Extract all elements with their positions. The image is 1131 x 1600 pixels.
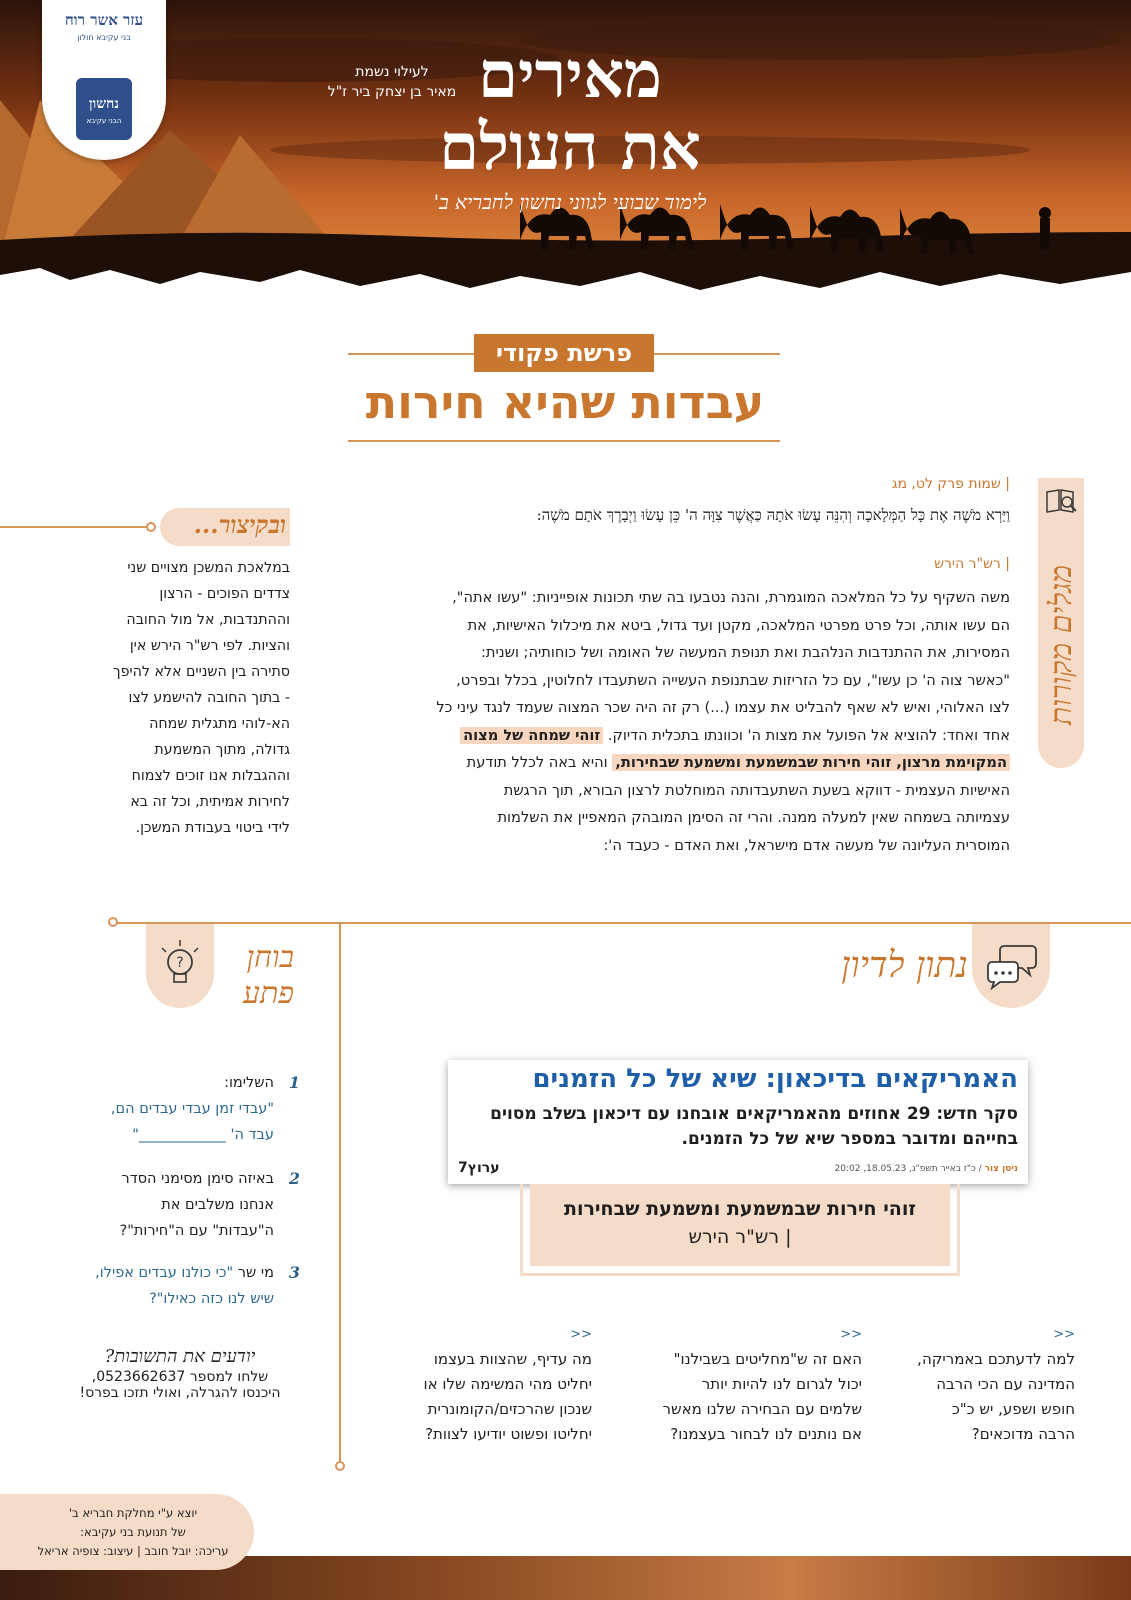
- source2-ref: | רש"ר הירש: [934, 556, 1010, 572]
- summary-text: [84, 555, 290, 841]
- logo-badge: [42, 0, 166, 160]
- title-line-2: את העולם: [439, 110, 701, 185]
- quote-text: זוהי חירות שבמשמעת ומשמעת שבחירות: [563, 1198, 916, 1220]
- arrow-icon: >>: [570, 1327, 592, 1342]
- source2-line: משה השקיף על כל המלאכה המוגמרת, והנה נטבעו בה שתי תכונות אופייניות: "עשו אתה",: [452, 589, 1010, 606]
- summary-line: הא-לוהי מתגלית שמחה: [149, 716, 290, 732]
- article-byline: ניסן צור / כ"ז באייר תשפ"ג, 18.05.23, 20:02: [834, 1164, 1018, 1174]
- summary-line: במלאכת המשכן מצויים שני: [127, 560, 290, 576]
- question-line: יחליטו ופשוט יודיעו לצוות?: [425, 1425, 592, 1443]
- summary-line: - בתוך החובה להישמע לצו: [128, 690, 290, 706]
- question-line: שנכון שהרכזים/הקומונרית: [427, 1400, 592, 1418]
- answers-block: [60, 1346, 300, 1401]
- answers-line: היכנסו להגרלה, ואולי תזכו בפרס!: [79, 1385, 281, 1401]
- question-line: חופש ושפע, יש כ"כ: [951, 1400, 1075, 1418]
- article-author: ניסן צור: [984, 1164, 1018, 1174]
- source2-line: עצמיותה בשמחה שאין למעלה ממנה. והרי זה הסימן המובהק המאפיין את השלמות: [497, 809, 1010, 826]
- discussion-question: [885, 1322, 1075, 1447]
- source2-line: המסירות, את ההתנדבות הנלהבת ואת תנופת המעשה של האומה ושל כוחותיה; ושנית:: [480, 644, 1010, 661]
- ezer-asher-ruach-logo: [56, 12, 152, 72]
- question-line: מה עדיף, שהצוות בעצמו: [433, 1350, 592, 1368]
- question-line: שלמים עם הבחירה שלנו מאשר: [662, 1400, 862, 1418]
- book-search-icon: [1044, 486, 1078, 514]
- quiz-heading-line: פתע: [243, 976, 294, 1011]
- credits-line: יוצא ע"י מחלקת חבריא ב': [68, 1506, 198, 1520]
- source2-line-plain: אחד ואחד: להוציא אל הפועל את מצות ה' וכוונתו בתכלית הדיוק.: [607, 726, 1010, 744]
- discussion-heading: נתון לדיון: [841, 945, 968, 986]
- summary-line: צדדים הפוכים - הרצון: [159, 586, 290, 602]
- arrow-icon: >>: [840, 1327, 862, 1342]
- quiz-heading: [220, 940, 294, 1012]
- question-line: שיש לנו כזה כאילו"?: [149, 1291, 274, 1307]
- chat-bubbles-icon: [986, 942, 1038, 990]
- source2-line: [330, 749, 1010, 777]
- question-quote: "כי כולנו עבדים אפילו,: [95, 1265, 234, 1281]
- source2-line-plain: והיא באה לכלל תודעת: [466, 754, 608, 771]
- logo-text-4: הבני עקיבא: [86, 117, 122, 125]
- article-outlet-logo: ערוץ7: [458, 1160, 500, 1176]
- logo-text-1: עזר אשר רוח: [64, 11, 144, 29]
- question-line: אנחנו משלבים את: [161, 1197, 274, 1213]
- question-label: השלימו:: [224, 1075, 274, 1091]
- parasha-title: עבדות שהיא חירות: [365, 375, 765, 429]
- question-number: 1: [288, 1073, 300, 1092]
- source2-line: האישיות העצמית - דווקא בשעת השתעבדותה המוחלטת לרצון הבורא, תוך הרגשת: [503, 781, 1010, 799]
- sources-side-label: מגלים מקורות: [1044, 564, 1079, 726]
- question-number: 2: [288, 1169, 300, 1188]
- sources-side-tab: [1038, 478, 1084, 768]
- news-article-card: [448, 1060, 1028, 1184]
- quote-source: | רש"ר הירש: [688, 1226, 792, 1248]
- answers-line: שלחו למספר 0523662637,: [91, 1369, 269, 1385]
- question-line: באיזה סימן מסימני הסדר: [121, 1171, 274, 1187]
- source1-text: וַיַּרְא מֹשֶׁה אֶת כָּל הַמְּלָאכָה וְהִנֵּה עָשׂוּ אֹתָהּ כַּאֲשֶׁר צִוָּה ה' כֵּן עָשׂוּ וַיְבָרֶךְ אֹתָם מֹשֶׁה:: [536, 506, 1010, 524]
- question-line: "עבדי זמן עבדי עבדים הם,: [110, 1101, 274, 1117]
- quiz-icon-tab: [146, 924, 214, 1008]
- answers-heading: יודעים את התשובות?: [104, 1346, 256, 1367]
- summary-line: סתירה בין השניים אלא להיפך: [112, 664, 290, 680]
- parasha-label: פרשת פקודי: [474, 334, 654, 372]
- question-line: המדינה עם הכי הרבה: [936, 1375, 1075, 1393]
- source2-line: הם עשו אותה, וכל פרט מפרטי המלאכה, מקטן ועד גדול, ביטא את מיכלול האישיות, את: [467, 616, 1010, 634]
- dedication-line-1: לעילוי נשמת: [355, 64, 429, 80]
- question-line: עבד ה' ____________": [132, 1127, 274, 1143]
- summary-heading: ובקיצור...: [193, 510, 286, 539]
- summary-divider: [0, 526, 150, 528]
- nachshon-logo: [76, 78, 132, 140]
- source1-ref: | שמות פרק לט, מג: [891, 476, 1010, 492]
- article-summary-line: בחייהם ומדובר במספר שיא של כל הזמנים.: [681, 1129, 1018, 1149]
- summary-line: לחירות אמיתית, וכל זה בא: [130, 794, 290, 810]
- quiz-question-2: [60, 1166, 310, 1244]
- lightbulb-question-icon: [156, 936, 204, 996]
- article-headline: האמריקאים בדיכאון: שיא של כל הזמנים: [532, 1064, 1018, 1094]
- discussion-question: [372, 1322, 592, 1447]
- source2-line: המוסרית העליונה של מעשה אדם מישראל, ואת האדם - כעבד ה':: [603, 836, 1010, 854]
- question-line: יכול לגרום לנו להיות יותר: [701, 1375, 862, 1393]
- quiz-question-1: [60, 1070, 310, 1148]
- question-line: אם נותנים לנו לבחור בעצמנו?: [670, 1425, 862, 1443]
- summary-line: והציות. לפי רש"ר הירש אין: [129, 638, 290, 654]
- article-summary-line: סקר חדש: 29 אחוזים מהאמריקאים אובחנו עם דיכאון בשלב מסוים: [490, 1104, 1018, 1124]
- arrow-icon: >>: [1053, 1327, 1075, 1342]
- summary-line: לידי ביטוי בעבודת המשכן.: [135, 820, 290, 836]
- question-line: האם זה ש"מחליטים בשבילנו": [673, 1350, 862, 1368]
- source2-text: [330, 584, 1010, 859]
- subtitle: לימוד שבועי לגווני נחשון לחבריא ב': [433, 190, 707, 214]
- question-number: 3: [288, 1263, 300, 1282]
- summary-line: וההתנדבות, אל מול החובה: [126, 612, 290, 628]
- source2-line: לצו האלוהי, ואיש לא שאף להבליט את עצמו (...) רק זה היה שכר המצוה שעמד לנגד עיני כל: [436, 699, 1010, 716]
- question-prefix: מי שר: [237, 1265, 274, 1281]
- question-line: למה לדעתכם באמריקה,: [917, 1350, 1075, 1368]
- question-line: הרבה מדוכאים?: [971, 1425, 1075, 1443]
- credits-line: של תנועת בני עקיבא:: [80, 1525, 186, 1539]
- article-date: כ"ז באייר תשפ"ג, 18.05.23, 20:02: [834, 1164, 976, 1174]
- divider-dot: [335, 1461, 345, 1471]
- discussion-icon-tab: [972, 924, 1050, 1008]
- question-line: ה"עבדות" עם ה"חירות"?: [119, 1223, 274, 1239]
- credits-text: [0, 1504, 254, 1561]
- source2-line: "כאשר צוה ה' כן עשו", עם כל הזריזות שבתנופת העשייה השתעבדו לחלוטין, בכלל ובפרט,: [456, 671, 1010, 689]
- quiz-heading-line: בוחן: [246, 940, 294, 975]
- quiz-question-3: [60, 1260, 310, 1312]
- main-title: [370, 40, 770, 184]
- highlight-text: זוהי שמחה של מצוה: [460, 727, 603, 744]
- credits-line: עריכה: יובל חובב | עיצוב: צופיה אריאל: [37, 1544, 229, 1558]
- dedication-line-2: מאיר בן יצחק ביר ז"ל: [327, 84, 457, 100]
- article-summary: [458, 1102, 1018, 1152]
- question-line: [60, 1260, 274, 1286]
- quote-box: [530, 1184, 950, 1266]
- question-line: יחליט מהי המשימה שלו או: [423, 1375, 592, 1393]
- divider-dot: [146, 522, 156, 532]
- logo-text-2: בני עקיבא חולון: [77, 33, 131, 42]
- logo-text-3: נחשון: [89, 96, 119, 112]
- svg-text:?: ?: [176, 955, 184, 971]
- divider-bottom: [348, 440, 780, 442]
- highlight-text: המקוימת מרצון, זוהי חירות שבמשמעת ומשמעת שבחירות,: [612, 754, 1010, 771]
- summary-line: וההגבלות אנו זוכים לצמוח: [131, 768, 290, 784]
- credits-box: [0, 1494, 254, 1570]
- divider-dot: [108, 917, 118, 927]
- source2-line: [330, 722, 1010, 750]
- vertical-divider: [339, 923, 341, 1465]
- title-line-1: מאירים: [478, 38, 662, 113]
- discussion-question: [612, 1322, 862, 1447]
- summary-line: גדולה, מתוך המשמעת: [154, 742, 290, 758]
